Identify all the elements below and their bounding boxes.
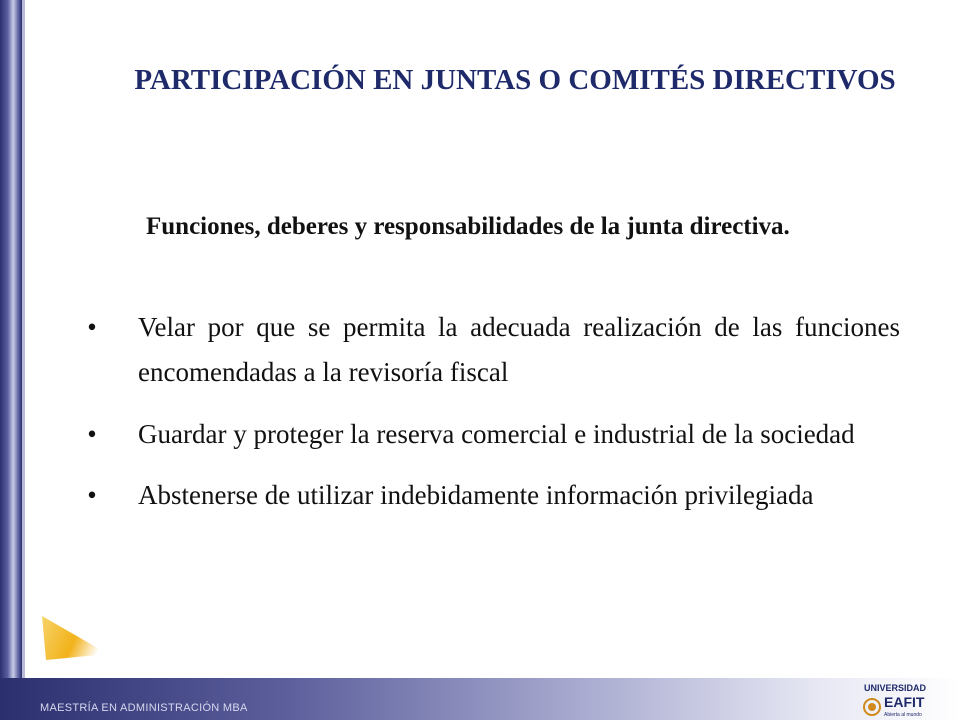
logo-tagline: Abierta al mundo	[884, 712, 922, 718]
bullet-marker: •	[87, 480, 97, 510]
bullet-marker: •	[87, 419, 97, 449]
bullet-text: Velar por que se permita la adecuada realización de las funciones encomendadas a la revisoría fiscal	[138, 312, 900, 387]
slide-subtitle: Funciones, deberes y responsabilidades de la junta directiva.	[146, 213, 790, 240]
left-bar-line	[22, 0, 25, 720]
eafit-logo	[862, 680, 952, 720]
bullet-item	[82, 414, 900, 454]
bullet-marker: •	[87, 312, 97, 342]
arrow-decoration-icon	[40, 612, 110, 672]
bullet-text: Abstenerse de utilizar indebidamente información privilegiada	[138, 480, 814, 510]
slide-title: PARTICIPACIÓN EN JUNTAS O COMITÉS DIRECTIVOS	[134, 64, 896, 96]
logo-line1: UNIVERSIDAD	[864, 683, 927, 693]
bullet-item	[82, 305, 900, 395]
footer-bar	[0, 678, 960, 720]
bullet-list	[82, 305, 900, 536]
logo-line2: EAFIT	[884, 694, 925, 710]
bullet-item	[82, 475, 900, 515]
left-decorative-bar	[0, 0, 22, 720]
footer-program-label: MAESTRÍA EN ADMINISTRACIÓN MBA	[40, 702, 248, 714]
bullet-text: Guardar y proteger la reserva comercial e industrial de la sociedad	[138, 419, 855, 449]
